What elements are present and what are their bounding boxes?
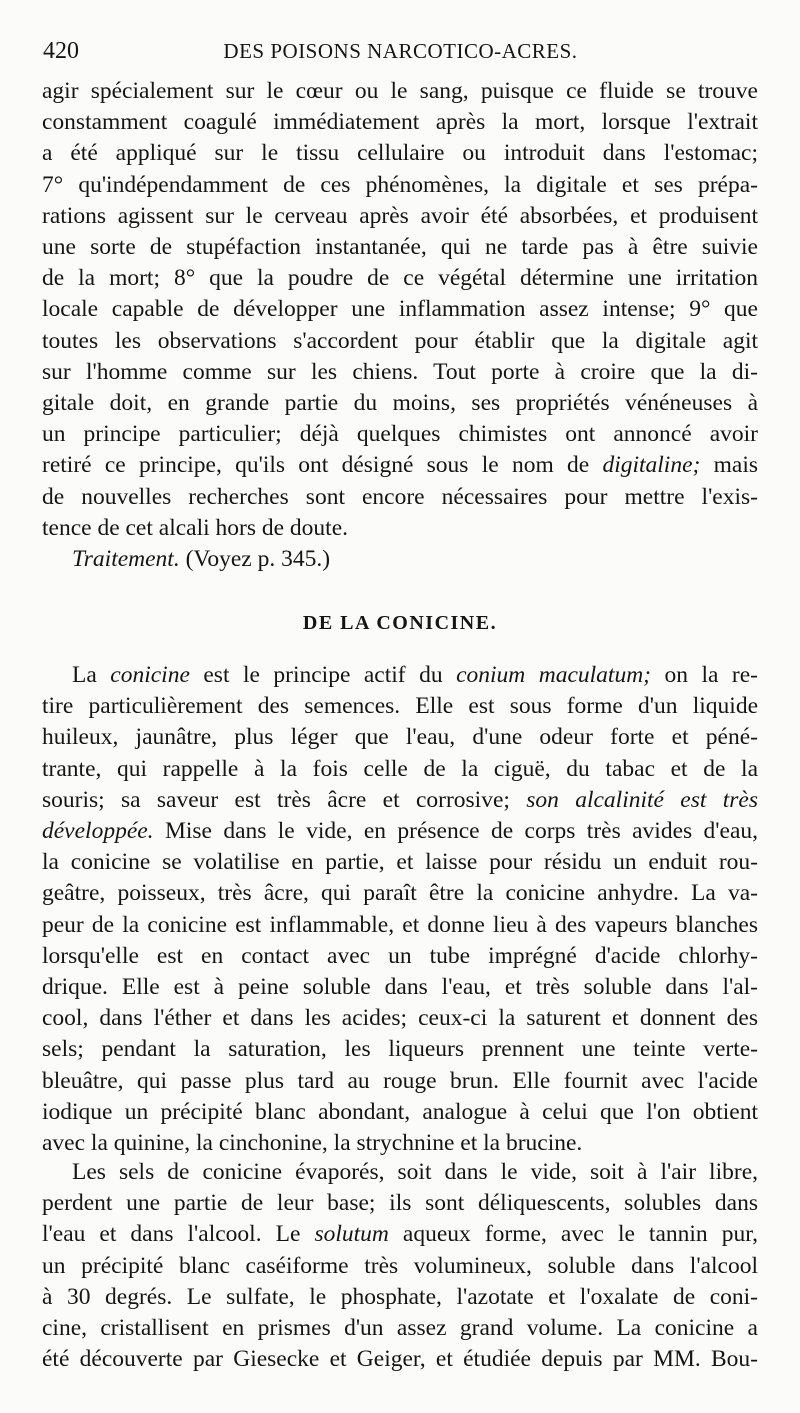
text-line [42, 450, 758, 481]
text-fragment: retiré ce principe, qu'ils ont désigné sous le nom de [42, 452, 603, 479]
text-line: la conicine se volatilise en partie, et laisse pour résidu un enduit rou- [42, 849, 758, 876]
text-line [42, 785, 758, 816]
digitaline-term: digitaline; [602, 452, 701, 479]
text-line: été découverte par Giesecke et Geiger, et étudiée depuis par MM. Bou- [42, 1346, 758, 1373]
text-line: un précipité blanc caséiforme très volumineux, soluble dans l'alcool [42, 1252, 758, 1279]
text-line: gitale doit, en grande partie du moins, ses propriétés vénéneuses à [42, 390, 758, 417]
text-line: tire particulièrement des semences. Elle est sous forme d'un liquide [42, 693, 758, 720]
text-line: huileux, jaunâtre, plus léger que l'eau, d'une odeur forte et péné- [42, 724, 758, 751]
text-line: de la mort; 8° que la poudre de ce végétal détermine une irritation [42, 265, 758, 292]
text-line: constamment coagulé immédiatement après la mort, lorsque l'extrait [42, 109, 758, 136]
text-line: bleuâtre, qui passe plus tard au rouge brun. Elle fournit avec l'acide [42, 1067, 758, 1094]
treatment-text: (Voyez p. 345.) [179, 546, 331, 572]
treatment-reference [72, 544, 330, 575]
text-line: peur de la conicine est inflammable, et donne lieu à des vapeurs blanches [42, 911, 758, 938]
paragraph-digitale-conclusions [42, 76, 758, 544]
text-line: drique. Elle est à peine soluble dans l'eau, et très soluble dans l'al- [42, 974, 758, 1001]
text-line: trante, qui rappelle à la fois celle de la ciguë, du tabac et de la [42, 755, 758, 782]
conium-term: conium maculatum; [456, 662, 652, 688]
text-fragment: Mise dans le vide, en présence de corps très avides d'eau, [153, 818, 758, 845]
text-line: de nouvelles recherches sont encore nécessaires pour mettre l'exis- [42, 483, 758, 510]
text-line: 7° qu'indépendamment de ces phénomènes, la digitale et ses prépa- [42, 171, 758, 198]
paragraph-conicine-properties [42, 660, 758, 1159]
text-line: agir spécialement sur le cœur ou le sang, puisque ce fluide se trouve [42, 78, 758, 104]
text-fragment: La [72, 662, 111, 688]
text-line: toutes les observations s'accordent pour établir que la digitale agit [42, 327, 758, 354]
section-heading: DE LA CONICINE. [302, 612, 498, 634]
solutum-term: solutum [314, 1221, 389, 1248]
text-line: tence de cet alcali hors de doute. [42, 514, 349, 541]
paragraph-conicine-salts [42, 1157, 758, 1375]
treatment-label: Traitement. [72, 546, 180, 572]
text-line: à 30 degrés. Le sulfate, le phosphate, l'azotate et l'oxalate de coni- [42, 1283, 758, 1310]
text-fragment: est le principe actif du [189, 662, 457, 688]
text-line: une sorte de stupéfaction instantanée, qui ne tarde pas à être suivie [42, 234, 758, 261]
text-fragment: l'eau et dans l'alcool. Le [42, 1221, 315, 1248]
text-fragment: on la re- [651, 662, 759, 688]
text-line [42, 660, 758, 691]
italic-fragment: développée. [42, 818, 154, 845]
running-title: DES POISONS NARCOTICO-ACRES. [223, 39, 578, 63]
text-line: rations agissent sur le cerveau après avoir été absorbées, et produisent [42, 202, 758, 229]
italic-fragment: son alcalinité est très [526, 786, 758, 813]
text-line: a été appliqué sur le tissu cellulaire ou introduit dans l'estomac; [42, 140, 758, 167]
page-header [43, 33, 758, 69]
text-fragment: aqueux forme, avec le tannin pur, [388, 1221, 758, 1248]
text-line: locale capable de développer une inflammation assez intense; 9° que [42, 296, 758, 323]
text-line: perdent une partie de leur base; ils sont déliquescents, solubles dans [42, 1190, 758, 1217]
text-line [42, 816, 758, 847]
text-line: cool, dans l'éther et dans les acides; ceux-ci la saturent et donnent des [42, 1005, 758, 1032]
page-number: 420 [43, 38, 79, 64]
text-line: cine, cristallisent en prismes d'un assez grand volume. La conicine a [42, 1315, 758, 1342]
text-line: avec la quinine, la cinchonine, la strychnine et la brucine. [42, 1130, 583, 1157]
text-line: un principe particulier; déjà quelques chimistes ont annoncé avoir [42, 421, 758, 448]
text-line: iodique un précipité blanc abondant, analogue à celui que l'on obtient [42, 1098, 758, 1125]
text-line: sels; pendant la saturation, les liqueurs prennent une teinte verte- [42, 1036, 758, 1063]
text-line: geâtre, poisseux, très âcre, qui paraît être la conicine anhydre. La va- [42, 880, 758, 907]
text-fragment: mais [700, 452, 758, 479]
text-line: lorsqu'elle est en contact avec un tube imprégné d'acide chlorhy- [42, 942, 758, 969]
text-line: Les sels de conicine évaporés, soit dans le vide, soit à l'air libre, [72, 1159, 758, 1185]
text-fragment: souris; sa saveur est très âcre et corrosive; [42, 786, 527, 813]
conicine-term: conicine [110, 662, 190, 688]
text-line: sur l'homme comme sur les chiens. Tout porte à croire que la di- [42, 358, 758, 385]
text-line [42, 1219, 758, 1250]
